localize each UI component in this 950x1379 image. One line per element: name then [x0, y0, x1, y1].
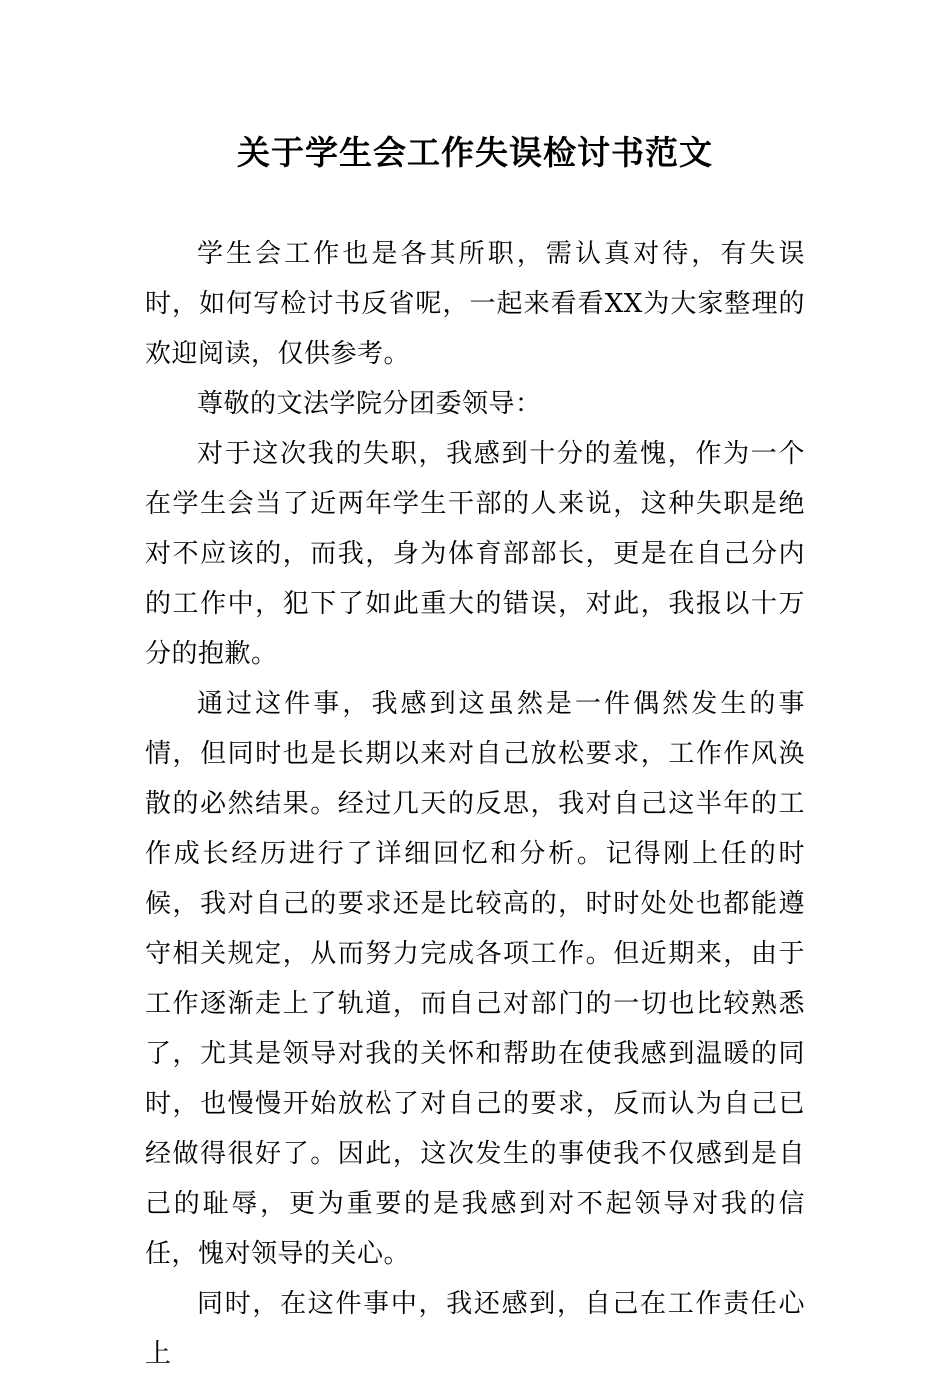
document-body — [145, 229, 805, 1379]
paragraph-reflection: 通过这件事，我感到这虽然是一件偶然发生的事情，但同时也是长期以来对自己放松要求，工作作风涣散的必然结果。经过几天的反思，我对自己这半年的工作成长经历进行了详细回忆和分析。记得刚上任的时候，我对自己的要求还是比较高的，时时处处也都能遵守相关规定，从而努力完成各项工作。但近期来，由于工作逐渐走上了轨道，而自己对部门的一切也比较熟悉了，尤其是领导对我的关怀和帮助在使我感到温暖的同时，也慢慢开始放松了对自己的要求，反而认为自己已经做得很好了。因此，这次发生的事使我不仅感到是自己的耻辱，更为重要的是我感到对不起领导对我的信任，愧对领导的关心。 — [145, 689, 805, 1269]
paragraph-responsibility: 同时，在这件事中，我还感到，自己在工作责任心上 — [145, 1289, 805, 1369]
document-title: 关于学生会工作失误检讨书范文 — [237, 133, 713, 172]
paragraph-apology: 对于这次我的失职，我感到十分的羞愧，作为一个在学生会当了近两年学生干部的人来说，这种失职是绝对不应该的，而我，身为体育部部长，更是在自己分内的工作中，犯下了如此重大的错误，对此，我报以十万分的抱歉。 — [145, 439, 805, 669]
paragraph-salutation: 尊敬的文法学院分团委领导： — [197, 389, 542, 419]
paragraph-intro: 学生会工作也是各其所职，需认真对待，有失误时，如何写检讨书反省呢，一起来看看XX为大家整理的欢迎阅读，仅供参考。 — [145, 239, 805, 369]
